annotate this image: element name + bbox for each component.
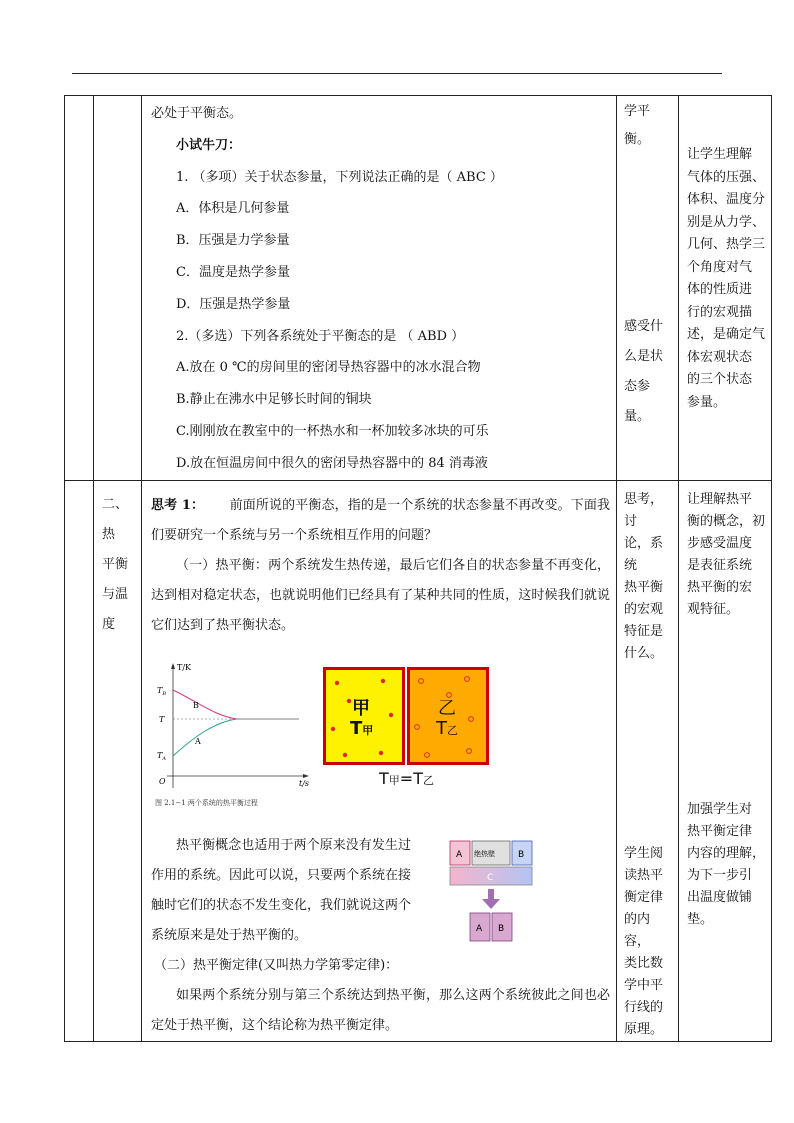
lesson-table [64, 95, 772, 1042]
text-line: 垫。 [687, 911, 714, 927]
text-line: 态参量。 [624, 379, 651, 424]
abc-diagram [448, 837, 540, 945]
particle [469, 716, 474, 721]
question-1: 1. （多项）关于状态参量，下列说法正确的是（ ABC ） [176, 169, 503, 185]
text-line: 行的宏观描 [687, 304, 753, 320]
content-cell [142, 96, 617, 481]
design-intent-cell [679, 96, 772, 481]
option: B.静止在沸水中足够长时间的铜块 [176, 392, 372, 408]
box-dots [321, 665, 491, 775]
empty-cell [65, 96, 94, 481]
system-b-label: B [518, 849, 525, 860]
practice-heading: 小试牛刀： [176, 137, 242, 153]
text-line: 观特征。 [687, 601, 740, 617]
origin-label: O [159, 776, 166, 786]
particle [419, 678, 424, 683]
empty-cell [65, 480, 94, 1041]
option: D.放在恒温房间中很久的密闭导热容器中的 84 消毒液 [176, 455, 488, 471]
option: A.放在 0 ℃的房间里的密闭导热容器中的冰水混合物 [176, 360, 481, 376]
text-line: 出温度做铺 [687, 889, 753, 905]
student-activity-cell [617, 480, 679, 1041]
text-line: 为下一步引 [687, 867, 753, 883]
text-line: 的内容， [624, 911, 651, 949]
text-line: 行线的 [624, 999, 664, 1015]
think-paragraph [151, 491, 610, 551]
student-activity-cell [617, 96, 679, 481]
box-temp-yi: T乙 [436, 717, 458, 739]
particle [335, 680, 339, 684]
section-title-line: 二、热 [102, 496, 129, 542]
x-axis-label: t/s [299, 778, 310, 788]
text-line: 让学生理解 [687, 147, 753, 162]
law-heading: （二）热平衡定律(又叫热力学第零定律)： [154, 957, 399, 973]
x-axis-arrow [303, 774, 309, 778]
option: B．压强是力学参量 [176, 233, 290, 249]
text-line: 热平衡的宏 [687, 579, 753, 595]
curve-b [173, 690, 237, 719]
text-line: 是表征系统 [687, 557, 753, 573]
text-line: 体的性质进 [687, 282, 753, 297]
text-line: 述，是确定气 [687, 327, 766, 342]
adiabatic-wall-label: 绝热壁 [474, 849, 495, 858]
text-line: 学生阅 [624, 845, 664, 861]
particle [425, 752, 430, 757]
question-2: 2.（多选）下列各系统处于平衡态的是 （ ABD ） [176, 328, 465, 344]
text-line: 加强学生对 [687, 801, 753, 817]
text-line: 论，系统 [624, 535, 664, 573]
header-rule [72, 73, 722, 74]
text-line: 内容的理解， [687, 845, 766, 861]
text-line: 热平衡定律 [687, 823, 753, 839]
text-line: 类比数 [624, 955, 664, 971]
figure-caption: 图 2.1−1 两个系统的热平衡过程 [155, 798, 258, 807]
design-intent-cell [679, 480, 772, 1041]
particle [415, 724, 420, 729]
figure-area [151, 645, 610, 831]
thermal-equilibrium-paragraph: （一）热平衡：两个系统发生热传递，最后它们各自的状态参量不再变化，达到相对稳定状态，也就说明他们已经具有了某种共同的性质，这时候我们就说它们达到了热平衡状态。 [151, 557, 610, 633]
law-paragraph: 如果两个系统分别与第三个系统达到热平衡，那么这两个系统彼此之间也必定处于热平衡，这个结论称为热平衡定律。 [151, 987, 610, 1033]
text-line: 体积、温度分 [687, 192, 766, 207]
curve-a-label: A [195, 736, 201, 746]
section-title-line: 与温 [102, 586, 129, 602]
text-line: 衡定律 [624, 889, 664, 905]
content-cell [142, 480, 617, 1041]
text-line: 必处于平衡态。 [151, 106, 243, 121]
text-line: 特征是 [624, 623, 664, 639]
text-line: 么是状 [624, 349, 664, 364]
box-label-yi: 乙 [438, 697, 456, 719]
particle [379, 750, 383, 754]
text-line: 学中平 [624, 977, 664, 993]
section-title-cell [94, 480, 142, 1041]
arrow-shaft [488, 889, 494, 899]
down-arrow-icon [482, 899, 500, 909]
empty-cell [94, 96, 142, 481]
section-title-line: 平衡 [102, 556, 129, 572]
particle [343, 752, 347, 756]
particle [389, 712, 393, 716]
particle [381, 678, 385, 682]
tick-label-tb: $T_B$ [157, 685, 167, 697]
particle [465, 676, 470, 681]
table-row [65, 480, 772, 1041]
system-b-merged-label: B [498, 923, 505, 934]
text-line: 什么。 [624, 645, 664, 661]
system-c-label: C [487, 872, 494, 883]
option: C．温度是热学参量 [176, 264, 290, 280]
think-label: 思考 1： [151, 497, 205, 513]
thermal-graph [153, 660, 313, 810]
option: C.刚刚放在教室中的一杯热水和一杯加较多冰块的可乐 [176, 423, 489, 439]
particle [331, 726, 335, 730]
text-line: 衡的概念，初 [687, 513, 766, 529]
text-line: 热平衡 [624, 579, 664, 595]
tick-label-t: T [159, 714, 165, 724]
text-line: 的宏观 [624, 601, 664, 617]
section-title-line: 度 [102, 616, 116, 632]
box-label-jia: 甲 [352, 697, 370, 719]
text-line: 步感受温度 [687, 535, 753, 551]
think-text: 前面所说的平衡态，指的是一个系统的状态参量不再改变。下面我们要研究一个系统与另一个系统相互作用的问题？ [151, 497, 610, 543]
text-line: 让理解热平 [687, 491, 753, 507]
text-line: 参量。 [687, 394, 727, 410]
table-row [65, 96, 772, 481]
box-temp-jia: T甲 [350, 717, 374, 739]
particle [467, 748, 472, 753]
temperature-equation: T甲=T乙 [379, 768, 434, 788]
system-a-merged-label: A [476, 923, 483, 934]
text-line: 读热平 [624, 867, 664, 883]
curve-b-label: B [193, 700, 199, 710]
text-line: 别是从力学、 [687, 214, 766, 230]
text-line: 思考，讨 [624, 491, 664, 529]
text-line: 的三个状态 [687, 372, 753, 387]
particle [447, 692, 452, 697]
text-line: 个角度对气 [687, 259, 753, 275]
option: D．压强是热学参量 [176, 296, 291, 312]
text-line: 学平衡。 [624, 104, 651, 147]
tick-label-ta: $T_A$ [157, 750, 166, 762]
y-axis-label: T/K [177, 662, 192, 672]
curve-a [173, 719, 237, 756]
text-line: 原理。 [624, 1021, 664, 1037]
text-line: 感受什 [624, 319, 664, 334]
system-a-label: A [456, 849, 463, 860]
zeroth-intro-paragraph: 热平衡概念也适用于两个原来没有发生过作用的系统。因此可以说，只要两个系统在接触时它们的状态不发生变化，我们就说这两个系统原来是处于热平衡的。 [151, 837, 412, 943]
text-line: 体宏观状态 [687, 349, 753, 365]
option: A．体积是几何参量 [176, 201, 290, 217]
particle [347, 698, 351, 702]
text-line: 几何、热学三 [687, 237, 766, 252]
y-axis-arrow [171, 663, 175, 669]
text-line: 气体的压强、 [687, 169, 766, 185]
